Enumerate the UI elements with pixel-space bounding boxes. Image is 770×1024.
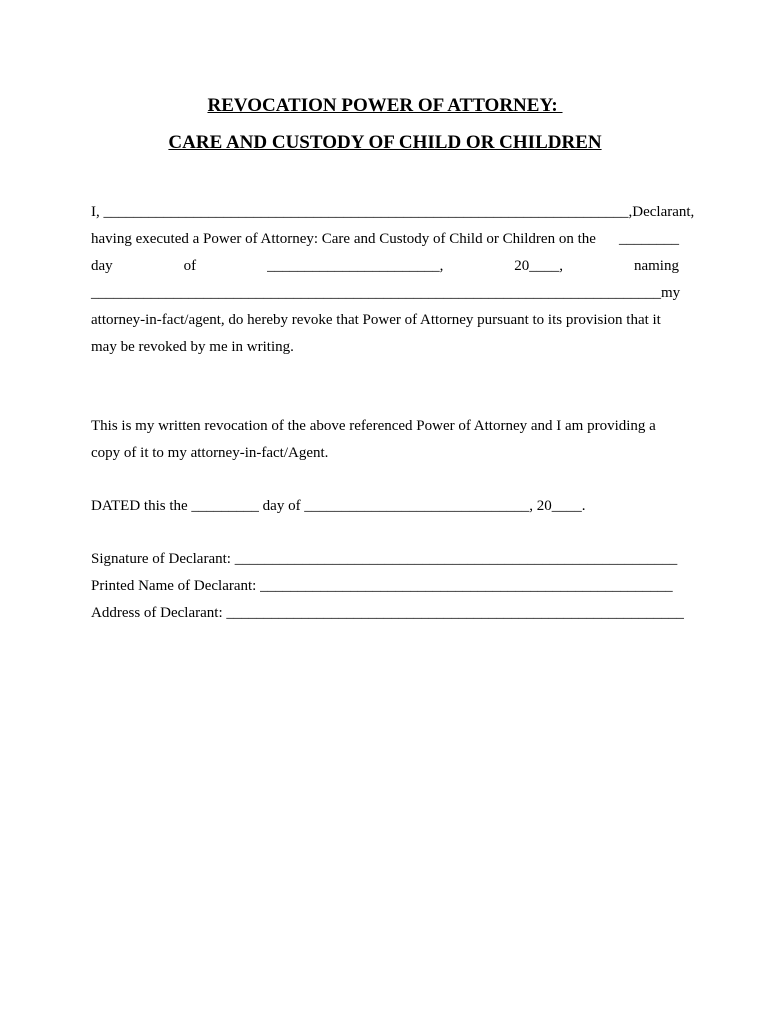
naming-word: naming bbox=[633, 258, 679, 274]
declarant-name-line bbox=[91, 199, 695, 226]
attorney-name-blank-1[interactable]: ________________________________________ bbox=[91, 285, 391, 301]
dated-line[interactable]: DATED this the _________ day of ______________________________, 20____. bbox=[91, 498, 586, 514]
revoke-text-line: attorney-in-fact/agent, do hereby revoke that Power of Attorney pursuant to its provision that it bbox=[91, 312, 661, 328]
signature-block bbox=[91, 546, 684, 627]
revocation-paragraph bbox=[91, 413, 679, 467]
month-blank[interactable]: _______________________, bbox=[267, 258, 444, 274]
executed-line bbox=[91, 226, 679, 253]
declarant-label: Declarant, bbox=[632, 204, 695, 220]
executed-text: having executed a Power of Attorney: Care and Custody of Child or Children on the bbox=[91, 231, 596, 247]
printed-name-line[interactable]: Printed Name of Declarant: _______________________________________________________ bbox=[91, 578, 673, 594]
writing-text-line: may be revoked by me in writing. bbox=[91, 339, 294, 355]
document-title: REVOCATION POWER OF ATTORNEY: bbox=[207, 95, 563, 116]
attorney-name-blank-2[interactable]: ____________________________________ bbox=[391, 285, 661, 301]
day-word: day bbox=[91, 258, 113, 274]
of-word: of bbox=[183, 258, 197, 274]
revocation-line-2: copy of it to my attorney-in-fact/Agent. bbox=[91, 445, 329, 461]
date-line bbox=[91, 253, 679, 280]
attorney-name-line bbox=[91, 280, 679, 307]
declarant-name-blank[interactable]: I, ______________________________________________________________________, bbox=[91, 204, 633, 220]
document-subtitle: CARE AND CUSTODY OF CHILD OR CHILDREN bbox=[168, 132, 602, 153]
dated-paragraph bbox=[91, 493, 679, 520]
address-line[interactable]: Address of Declarant: _____________________________________________________________ bbox=[91, 605, 684, 621]
revocation-line-1: This is my written revocation of the above referenced Power of Attorney and I am providing a bbox=[91, 418, 656, 434]
executed-day-blank[interactable]: ________ bbox=[619, 231, 679, 247]
year-blank[interactable]: 20____, bbox=[514, 258, 564, 274]
signature-line[interactable]: Signature of Declarant: ___________________________________________________________ bbox=[91, 551, 678, 567]
declaration-paragraph bbox=[91, 199, 695, 361]
my-word: my bbox=[661, 285, 681, 301]
